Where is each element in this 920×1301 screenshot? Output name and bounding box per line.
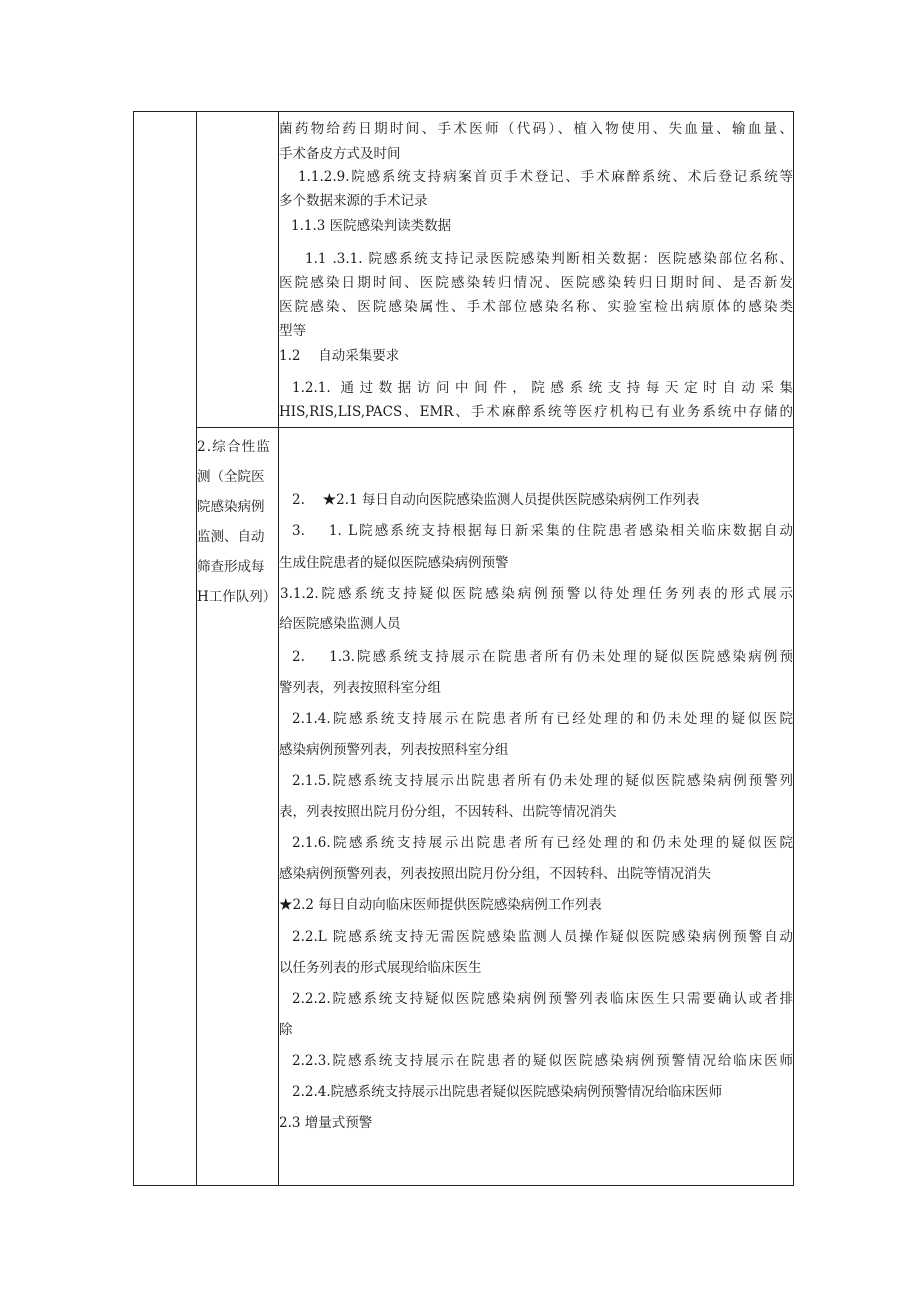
text-line: 3.1.2.院感系统支持疑似医院感染病例预警以待处理任务列表的形式展示 bbox=[280, 586, 793, 602]
text-line: 2.2.4.院感系统支持展示出院患者疑似医院感染病例预警情况给临床医师 bbox=[292, 1084, 723, 1100]
column-divider-1 bbox=[196, 112, 197, 1185]
text-line: 2.2.2.院感系统支持疑似医院感染病例预警列表临床医生只需要确认或者排 bbox=[292, 991, 793, 1007]
text-line: 2. 1.3.院感系统支持展示在院患者所有仍未处理的疑似医院感染病例预 bbox=[292, 649, 793, 665]
text-line: 表，列表按照出院月份分组，不因转科、出院等情况消失 bbox=[279, 804, 617, 820]
text-line: 型等 bbox=[279, 323, 306, 339]
text-line: 生成住院患者的疑似医院感染病例预警 bbox=[279, 555, 509, 571]
category-label-line: 院感染病例 bbox=[197, 499, 265, 515]
category-label-line: 筛查形成每 bbox=[197, 559, 265, 575]
category-label-line: 测（全院医 bbox=[197, 469, 265, 485]
text-line: 2.3 增量式预警 bbox=[279, 1115, 373, 1131]
text-line: 2.1.6.院感系统支持展示出院患者所有已经处理的和仍未处理的疑似医院 bbox=[292, 835, 793, 851]
row-divider bbox=[196, 427, 793, 428]
text-line: ★2.2 每日自动向临床医师提供医院感染病例工作列表 bbox=[279, 897, 602, 913]
text-line: 感染病例预警列表，列表按照出院月份分组，不因转科、出院等情况消失 bbox=[279, 866, 711, 882]
text-line: 2.2.3.院感系统支持展示在院患者的疑似医院感染病例预警情况给临床医师 bbox=[292, 1053, 793, 1069]
text-line: 菌药物给药日期时间、手术医师（代码）、植入物使用、失血量、输血量、 bbox=[279, 121, 793, 137]
text-line: 2.1.4.院感系统支持展示在院患者所有已经处理的和仍未处理的疑似医院 bbox=[292, 711, 793, 727]
text-line: HIS,RIS,LIS,PACS、EMR、手术麻醉系统等医疗机构已有业务系统中存储的 bbox=[279, 404, 793, 420]
text-line: 医院感染日期时间、医院感染转归情况、医院感染转归日期时间、是否新发 bbox=[279, 275, 793, 291]
category-label-line: 监测、自动 bbox=[197, 529, 265, 545]
text-line: 2.2.L 院感系统支持无需医院感染监测人员操作疑似医院感染病例预警自动 bbox=[292, 929, 793, 945]
text-line: 给医院感染监测人员 bbox=[279, 616, 401, 632]
text-line: 警列表，列表按照科室分组 bbox=[279, 680, 441, 696]
category-label-line: H工作队列） bbox=[197, 589, 277, 605]
text-line: 以任务列表的形式展现给临床医生 bbox=[279, 960, 482, 976]
text-line: 2. ★2.1 每日自动向医院感染监测人员提供医院感染病例工作列表 bbox=[292, 492, 700, 508]
category-label-line: 2.综合性监 bbox=[197, 439, 272, 455]
text-line: 感染病例预警列表，列表按照科室分组 bbox=[279, 742, 509, 758]
text-line: 1.2.1. 通过数据访问中间件，院感系统支持每天定时自动采集 bbox=[292, 380, 793, 396]
text-line: 1.1 .3.1. 院感系统支持记录医院感染判断相关数据：医院感染部位名称、 bbox=[305, 251, 793, 267]
text-line: 手术备皮方式及时间 bbox=[279, 146, 401, 162]
text-line: 除 bbox=[279, 1022, 293, 1038]
text-line: 2.1.5.院感系统支持展示出院患者所有仍未处理的疑似医院感染病例预警列 bbox=[292, 773, 793, 789]
text-line: 3. 1. L院感系统支持根据每日新采集的住院患者感染相关临床数据自动 bbox=[292, 523, 793, 539]
text-line: 1.2 自动采集要求 bbox=[279, 348, 400, 364]
text-line: 多个数据来源的手术记录 bbox=[279, 193, 428, 209]
text-line: 1.1.2.9.院感系统支持病案首页手术登记、手术麻醉系统、术后登记系统等 bbox=[298, 169, 793, 185]
text-line: 医院感染、医院感染属性、手术部位感染名称、实验室检出病原体的感染类 bbox=[279, 299, 793, 315]
text-line: 1.1.3 医院感染判读类数据 bbox=[291, 218, 452, 234]
